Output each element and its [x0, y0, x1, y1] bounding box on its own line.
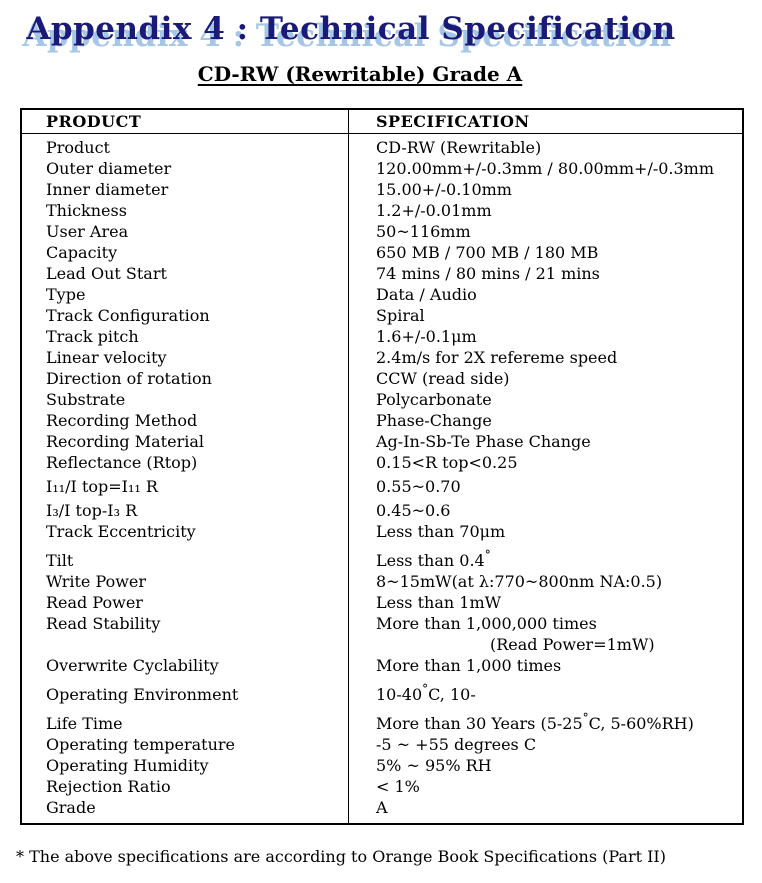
row-value: 15.00+/-0.10mm — [376, 180, 512, 199]
row-value: Less than 70μm — [376, 522, 506, 541]
row-value: 0.45~0.6 — [376, 501, 451, 520]
page-title: Appendix 4 : Technical Specification — [26, 11, 676, 47]
row-value: CD-RW (Rewritable) — [376, 138, 542, 157]
row-value: Data / Audio — [376, 285, 477, 304]
row-label: User Area — [22, 221, 349, 242]
row-label: Outer diameter — [22, 158, 349, 179]
row-value: < 1% — [376, 777, 420, 796]
row-label: Track Configuration — [22, 305, 349, 326]
row-value: Phase-Change — [376, 411, 492, 430]
row-value-cell — [349, 326, 742, 347]
row-value: 2.4m/s for 2X refereme speed — [376, 348, 618, 367]
table-row — [22, 326, 742, 347]
row-label: Read Power — [22, 592, 349, 613]
table-row — [22, 797, 742, 823]
row-value-cell — [349, 592, 742, 613]
row-label: Reflectance (Rtop) — [22, 452, 349, 473]
row-value-cell — [349, 613, 742, 655]
row-value-cell — [349, 179, 742, 200]
row-value: 1.6+/-0.1μm — [376, 327, 477, 346]
table-row — [22, 284, 742, 305]
table-row — [22, 497, 742, 521]
row-label: Life Time — [22, 705, 349, 734]
table-row — [22, 221, 742, 242]
row-value-line2: (Read Power=1mW) — [490, 635, 655, 654]
table-row — [22, 200, 742, 221]
footnote: * The above specifications are according to Orange Book Specifications (Part II) — [16, 847, 666, 866]
row-value: 74 mins / 80 mins / 21 mins — [376, 264, 600, 283]
row-value-cell — [349, 542, 742, 571]
row-label: Recording Material — [22, 431, 349, 452]
table-row — [22, 473, 742, 497]
row-label: Track pitch — [22, 326, 349, 347]
row-label: Thickness — [22, 200, 349, 221]
row-label: Operating Humidity — [22, 755, 349, 776]
row-value: 120.00mm+/-0.3mm / 80.00mm+/-0.3mm — [376, 159, 715, 178]
row-value: 1.2+/-0.01mm — [376, 201, 492, 220]
row-label: Grade — [22, 797, 349, 823]
table-row — [22, 242, 742, 263]
row-value: Spiral — [376, 306, 425, 325]
table-row — [22, 542, 742, 571]
row-value: 0.15<R top<0.25 — [376, 453, 518, 472]
row-value-cell — [349, 705, 742, 734]
table-row — [22, 705, 742, 734]
column-header-specification: SPECIFICATION — [376, 112, 530, 131]
row-value-cell — [349, 571, 742, 592]
row-value-cell — [349, 134, 742, 158]
row-label: Capacity — [22, 242, 349, 263]
row-value: Less than 0.4° — [376, 548, 491, 570]
row-value: CCW (read side) — [376, 369, 510, 388]
row-value: 0.55~0.70 — [376, 477, 461, 496]
table-row — [22, 410, 742, 431]
spec-table — [20, 108, 744, 825]
column-header-product: PRODUCT — [22, 110, 349, 133]
row-value: 10-40°C, 10- — [376, 682, 476, 704]
table-row — [22, 263, 742, 284]
table-row — [22, 347, 742, 368]
row-value-cell — [349, 755, 742, 776]
table-row — [22, 179, 742, 200]
row-label: Type — [22, 284, 349, 305]
row-value-cell — [349, 410, 742, 431]
row-label: Inner diameter — [22, 179, 349, 200]
table-row — [22, 521, 742, 542]
table-row — [22, 734, 742, 755]
row-value: A — [376, 798, 388, 817]
table-row — [22, 134, 742, 158]
row-label: Substrate — [22, 389, 349, 410]
row-value-cell — [349, 158, 742, 179]
row-label: Write Power — [22, 571, 349, 592]
table-row — [22, 676, 742, 705]
row-label: Linear velocity — [22, 347, 349, 368]
row-value-cell — [349, 676, 742, 705]
row-label: Rejection Ratio — [22, 776, 349, 797]
row-value: Polycarbonate — [376, 390, 492, 409]
document-subtitle: CD-RW (Rewritable) Grade A — [197, 62, 523, 86]
row-label: Operating Environment — [22, 676, 349, 705]
table-row — [22, 389, 742, 410]
row-value: 650 MB / 700 MB / 180 MB — [376, 243, 599, 262]
row-value-cell — [349, 221, 742, 242]
row-value-cell — [349, 389, 742, 410]
row-value: 50~116mm — [376, 222, 471, 241]
row-label: Operating temperature — [22, 734, 349, 755]
table-row — [22, 655, 742, 676]
row-value-cell — [349, 347, 742, 368]
row-label: Product — [22, 134, 349, 158]
row-value: Ag-In-Sb-Te Phase Change — [376, 432, 591, 451]
spec-table-header — [22, 110, 742, 134]
row-value: Less than 1mW — [376, 593, 502, 612]
row-value-cell — [349, 368, 742, 389]
row-value-cell — [349, 242, 742, 263]
table-row — [22, 431, 742, 452]
table-row — [22, 776, 742, 797]
row-value: More than 1,000 times — [376, 656, 562, 675]
row-label: Track Eccentricity — [22, 521, 349, 542]
table-row — [22, 613, 742, 655]
row-value: 8~15mW(at λ:770~800nm NA:0.5) — [376, 572, 663, 591]
table-row — [22, 305, 742, 326]
row-value-cell — [349, 263, 742, 284]
row-label: Overwrite Cyclability — [22, 655, 349, 676]
table-row — [22, 158, 742, 179]
row-label: I₃/I top-I₃ R — [22, 497, 349, 521]
row-label: Read Stability — [22, 613, 349, 655]
row-value-cell — [349, 473, 742, 497]
row-value-cell — [349, 284, 742, 305]
spec-table-body — [22, 134, 742, 823]
row-value: -5 ~ +55 degrees C — [376, 735, 537, 754]
row-label: I₁₁/I top=I₁₁ R — [22, 473, 349, 497]
table-row — [22, 592, 742, 613]
row-value-cell — [349, 655, 742, 676]
table-row — [22, 368, 742, 389]
row-label: Lead Out Start — [22, 263, 349, 284]
row-label: Direction of rotation — [22, 368, 349, 389]
row-value: More than 1,000,000 times — [376, 614, 597, 633]
row-label: Recording Method — [22, 410, 349, 431]
row-value-cell — [349, 305, 742, 326]
row-value-cell — [349, 200, 742, 221]
table-row — [22, 452, 742, 473]
row-value-cell — [349, 797, 742, 823]
table-row — [22, 571, 742, 592]
row-value-cell — [349, 431, 742, 452]
row-value: 5% ~ 95% RH — [376, 756, 492, 775]
row-value-cell — [349, 452, 742, 473]
row-value: More than 30 Years (5-25°C, 5-60%RH) — [376, 711, 694, 733]
row-value-cell — [349, 776, 742, 797]
table-row — [22, 755, 742, 776]
row-label: Tilt — [22, 542, 349, 571]
row-value-cell — [349, 521, 742, 542]
row-value-cell — [349, 734, 742, 755]
row-value-cell — [349, 497, 742, 521]
